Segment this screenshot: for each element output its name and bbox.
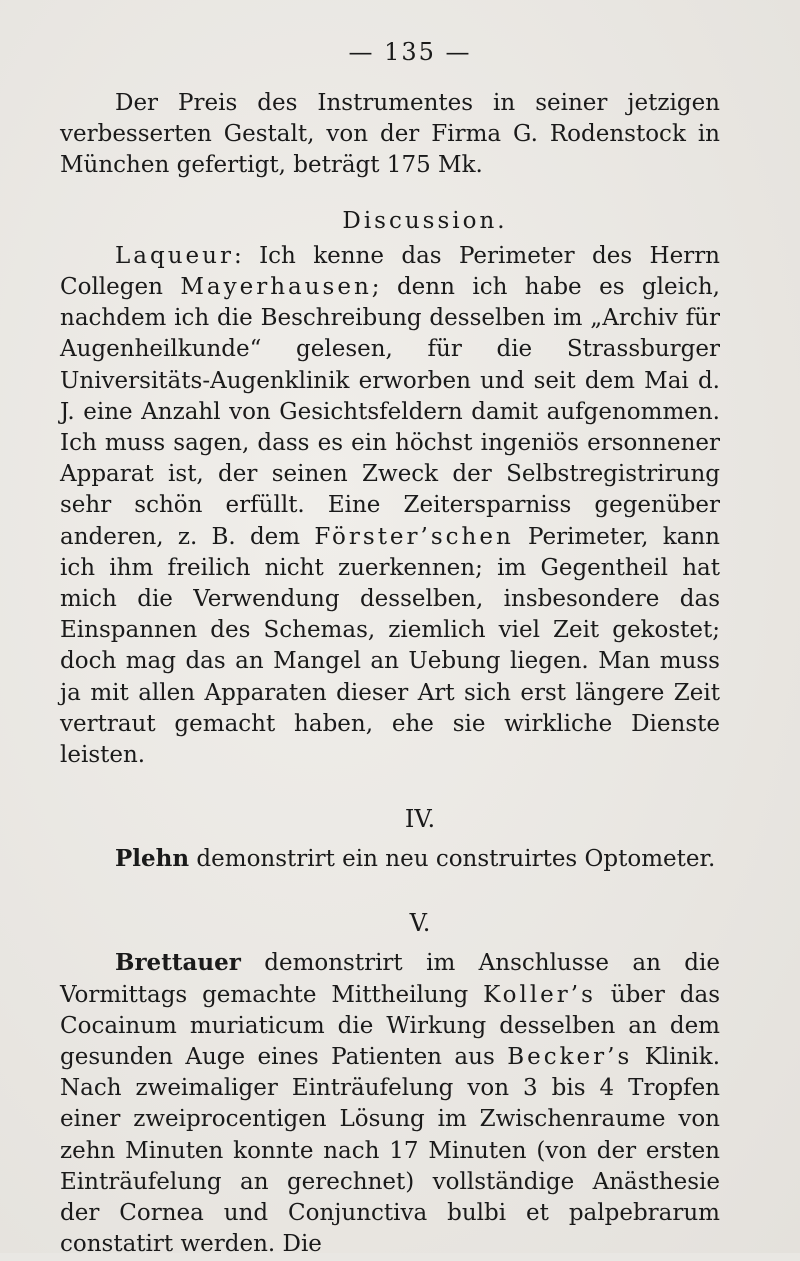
discussion-text-3: Perimeter, kann ich ihm freilich nicht zuerkennen; im Gegentheil hat mich die Verwendung desselben, insbesondere das Einspannen des Schemas, ziemlich viel Zeit gekostet; doch mag das an Mangel an Uebung liegen. Man muss ja mit allen Apparaten dieser Art sich erst längere Zeit vertraut gemacht haben, ehe sie wirkliche Dienste leisten. (60, 523, 720, 769)
name-koller: Koller’s (483, 981, 596, 1008)
speaker-name-laqueur: Laqueur (115, 242, 234, 269)
name-mayerhausen: Mayerhausen (180, 274, 372, 301)
section-v-paragraph (60, 947, 720, 1260)
name-plehn: Plehn (115, 845, 190, 873)
discussion-text-2: ; denn ich habe es gleich, nachdem ich die Beschreibung desselben im „Archiv für Augenheilkunde“ gelesen, für die Strassburger Universitäts-Augenklinik erworben und seit dem Mai d. J. eine Anzahl von Gesichtsfeldern damit aufgenommen. Ich muss sagen, dass es ein höchst ingeniös ersonnener Apparat ist, der seinen Zweck der Selbstregistrirung sehr schön erfüllt. Eine Zeitersparniss gegenüber anderen, z. B. dem (60, 274, 720, 550)
name-becker: Becker’s (507, 1044, 633, 1071)
section-v-text-2: über das Cocainum muriaticum die Wirkung desselben an dem gesunden Auge eines Patienten aus (60, 981, 720, 1071)
section-v-text-3: Klinik. Nach zweimaliger Einträufelung von 3 bis 4 Tropfen einer zweiprocentigen Lösung im Zwischenraume von zehn Minuten konnte nach 17 Minuten (von der ersten Einträufelung an gerechnet) vollständige Anästhesie der Cornea und Conjunctiva bulbi et palpebrarum constatirt werden. Die (60, 1044, 721, 1258)
section-v-numeral: V. (409, 909, 431, 938)
section-iv-numeral: IV. (404, 805, 436, 834)
intro-paragraph: Der Preis des Instrumentes in seiner jetzigen verbesserten Gestalt, von der Firma G. Rodenstock in München gefertigt, beträgt 175 Mk. (60, 90, 720, 179)
discussion-paragraph (60, 241, 720, 771)
discussion-heading: Discussion. (342, 207, 508, 234)
page-number: — 135 — (348, 38, 472, 66)
section-iv-text: demonstrirt ein neu construirtes Optometer. (189, 846, 716, 873)
name-forster: Förster’schen (314, 523, 514, 550)
discussion-text-1: : Ich kenne das Perimeter des Herrn Collegen (60, 242, 720, 301)
section-iv-paragraph (60, 843, 720, 875)
name-brettauer: Brettauer (115, 949, 241, 977)
section-v-text-1: demonstrirt im Anschlusse an die Vormittags gemachte Mittheilung (60, 950, 720, 1008)
